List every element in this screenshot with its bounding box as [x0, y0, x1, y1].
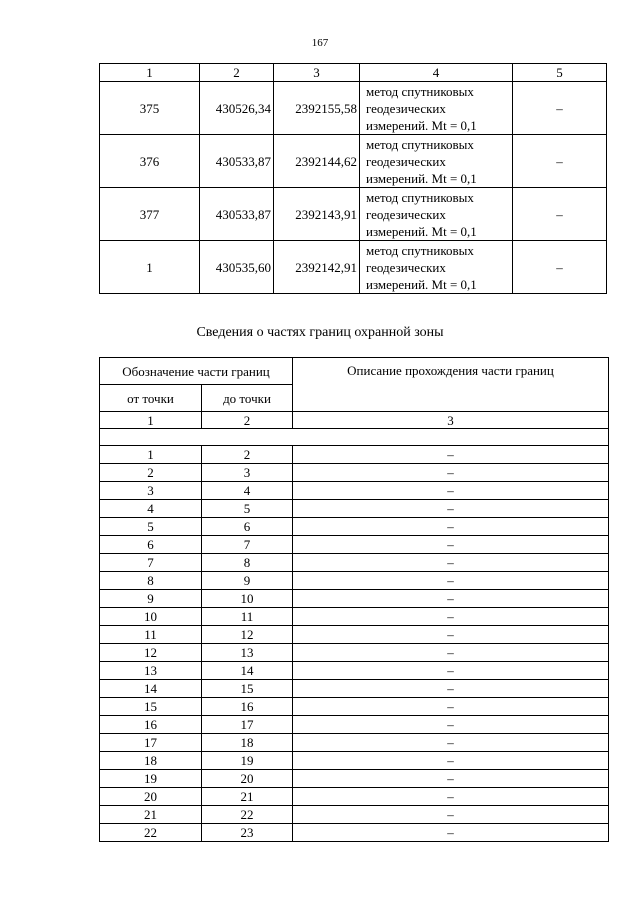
- page-number: 167: [311, 37, 329, 49]
- to-point: 7: [202, 536, 293, 554]
- table-row: [100, 241, 607, 294]
- part-description: –: [293, 626, 609, 644]
- coordinate-y: 2392155,58: [274, 82, 360, 135]
- column-number: 5: [513, 64, 607, 82]
- to-point: 12: [202, 626, 293, 644]
- part-description: –: [293, 716, 609, 734]
- column-number: 3: [274, 64, 360, 82]
- accuracy-value: –: [513, 188, 607, 241]
- to-point: 5: [202, 500, 293, 518]
- part-description: –: [293, 698, 609, 716]
- to-point: 14: [202, 662, 293, 680]
- coordinate-x: 430533,87: [200, 135, 274, 188]
- column-number-row: [100, 64, 607, 82]
- point-number: 1: [100, 241, 200, 294]
- part-description: –: [293, 824, 609, 842]
- table-row: [100, 590, 609, 608]
- table-row: [100, 680, 609, 698]
- coordinates-table: [99, 63, 607, 294]
- point-number: 377: [100, 188, 200, 241]
- method-line: геодезических: [366, 100, 446, 116]
- part-description: –: [293, 464, 609, 482]
- part-description: –: [293, 662, 609, 680]
- part-description: –: [293, 644, 609, 662]
- table-row: [100, 626, 609, 644]
- to-point: 10: [202, 590, 293, 608]
- method-line: метод спутниковых: [366, 189, 474, 205]
- method-line: геодезических: [366, 153, 446, 169]
- table-row: [100, 500, 609, 518]
- table-row: [100, 698, 609, 716]
- accuracy-value: –: [513, 135, 607, 188]
- method-line: метод спутниковых: [366, 83, 474, 99]
- method-description: [360, 188, 513, 241]
- part-description: –: [293, 554, 609, 572]
- table-row: [100, 806, 609, 824]
- empty-cell: [100, 429, 609, 446]
- from-point: 16: [100, 716, 202, 734]
- part-description: –: [293, 806, 609, 824]
- column-number: 3: [293, 412, 609, 429]
- to-point: 4: [202, 482, 293, 500]
- part-description: –: [293, 608, 609, 626]
- coordinate-y: 2392144,62: [274, 135, 360, 188]
- point-number: 375: [100, 82, 200, 135]
- from-point: 18: [100, 752, 202, 770]
- part-description: –: [293, 590, 609, 608]
- to-point: 18: [202, 734, 293, 752]
- to-point: 11: [202, 608, 293, 626]
- table-row: [100, 135, 607, 188]
- from-point: 11: [100, 626, 202, 644]
- method-line: измерений. Mt = 0,1: [366, 117, 477, 133]
- header-description: Описание прохождения части границ: [293, 358, 609, 412]
- method-line: геодезических: [366, 259, 446, 275]
- method-description: [360, 82, 513, 135]
- to-point: 2: [202, 446, 293, 464]
- from-point: 1: [100, 446, 202, 464]
- coordinate-x: 430533,87: [200, 188, 274, 241]
- to-point: 13: [202, 644, 293, 662]
- from-point: 20: [100, 788, 202, 806]
- table-row: [100, 554, 609, 572]
- to-point: 15: [202, 680, 293, 698]
- to-point: 8: [202, 554, 293, 572]
- to-point: 9: [202, 572, 293, 590]
- accuracy-value: –: [513, 241, 607, 294]
- from-point: 10: [100, 608, 202, 626]
- part-description: –: [293, 752, 609, 770]
- coordinate-y: 2392142,91: [274, 241, 360, 294]
- from-point: 15: [100, 698, 202, 716]
- table-row: [100, 608, 609, 626]
- table-row: [100, 572, 609, 590]
- part-description: –: [293, 500, 609, 518]
- table-row: [100, 464, 609, 482]
- from-point: 12: [100, 644, 202, 662]
- from-point: 5: [100, 518, 202, 536]
- coordinate-y: 2392143,91: [274, 188, 360, 241]
- coordinate-x: 430526,34: [200, 82, 274, 135]
- method-line: геодезических: [366, 206, 446, 222]
- column-number: 4: [360, 64, 513, 82]
- from-point: 9: [100, 590, 202, 608]
- header-row: [100, 358, 609, 385]
- to-point: 20: [202, 770, 293, 788]
- part-description: –: [293, 536, 609, 554]
- point-number: 376: [100, 135, 200, 188]
- method-description: [360, 135, 513, 188]
- empty-row: [100, 429, 609, 446]
- from-point: 19: [100, 770, 202, 788]
- from-point: 2: [100, 464, 202, 482]
- from-point: 6: [100, 536, 202, 554]
- part-description: –: [293, 446, 609, 464]
- column-number: 2: [202, 412, 293, 429]
- from-point: 17: [100, 734, 202, 752]
- column-number: 2: [200, 64, 274, 82]
- from-point: 3: [100, 482, 202, 500]
- table-row: [100, 82, 607, 135]
- table-row: [100, 824, 609, 842]
- method-line: измерений. Mt = 0,1: [366, 223, 477, 239]
- method-line: измерений. Mt = 0,1: [366, 276, 477, 292]
- column-number: 1: [100, 64, 200, 82]
- part-description: –: [293, 770, 609, 788]
- from-point: 7: [100, 554, 202, 572]
- from-point: 22: [100, 824, 202, 842]
- table-row: [100, 518, 609, 536]
- to-point: 21: [202, 788, 293, 806]
- part-description: –: [293, 734, 609, 752]
- part-description: –: [293, 482, 609, 500]
- to-point: 23: [202, 824, 293, 842]
- part-description: –: [293, 788, 609, 806]
- part-description: –: [293, 680, 609, 698]
- method-line: метод спутниковых: [366, 242, 474, 258]
- coordinate-x: 430535,60: [200, 241, 274, 294]
- table-row: [100, 716, 609, 734]
- method-line: измерений. Mt = 0,1: [366, 170, 477, 186]
- from-point: 13: [100, 662, 202, 680]
- table-row: [100, 536, 609, 554]
- part-description: –: [293, 572, 609, 590]
- boundary-parts-table: [99, 357, 609, 842]
- to-point: 19: [202, 752, 293, 770]
- table-row: [100, 482, 609, 500]
- to-point: 3: [202, 464, 293, 482]
- table-row: [100, 770, 609, 788]
- to-point: 16: [202, 698, 293, 716]
- method-description: [360, 241, 513, 294]
- from-point: 8: [100, 572, 202, 590]
- section-title: Сведения о частях границ охранной зоны: [196, 325, 444, 340]
- from-point: 4: [100, 500, 202, 518]
- header-part-designation: Обозначение части границ: [100, 358, 293, 385]
- to-point: 22: [202, 806, 293, 824]
- table-row: [100, 446, 609, 464]
- table-row: [100, 188, 607, 241]
- part-description: –: [293, 518, 609, 536]
- table-row: [100, 734, 609, 752]
- to-point: 17: [202, 716, 293, 734]
- table-row: [100, 662, 609, 680]
- from-point: 14: [100, 680, 202, 698]
- table-row: [100, 752, 609, 770]
- column-number-row: [100, 412, 609, 429]
- table-row: [100, 788, 609, 806]
- table-row: [100, 644, 609, 662]
- method-line: метод спутниковых: [366, 136, 474, 152]
- header-to-point: до точки: [202, 385, 293, 412]
- column-number: 1: [100, 412, 202, 429]
- accuracy-value: –: [513, 82, 607, 135]
- header-from-point: от точки: [100, 385, 202, 412]
- to-point: 6: [202, 518, 293, 536]
- from-point: 21: [100, 806, 202, 824]
